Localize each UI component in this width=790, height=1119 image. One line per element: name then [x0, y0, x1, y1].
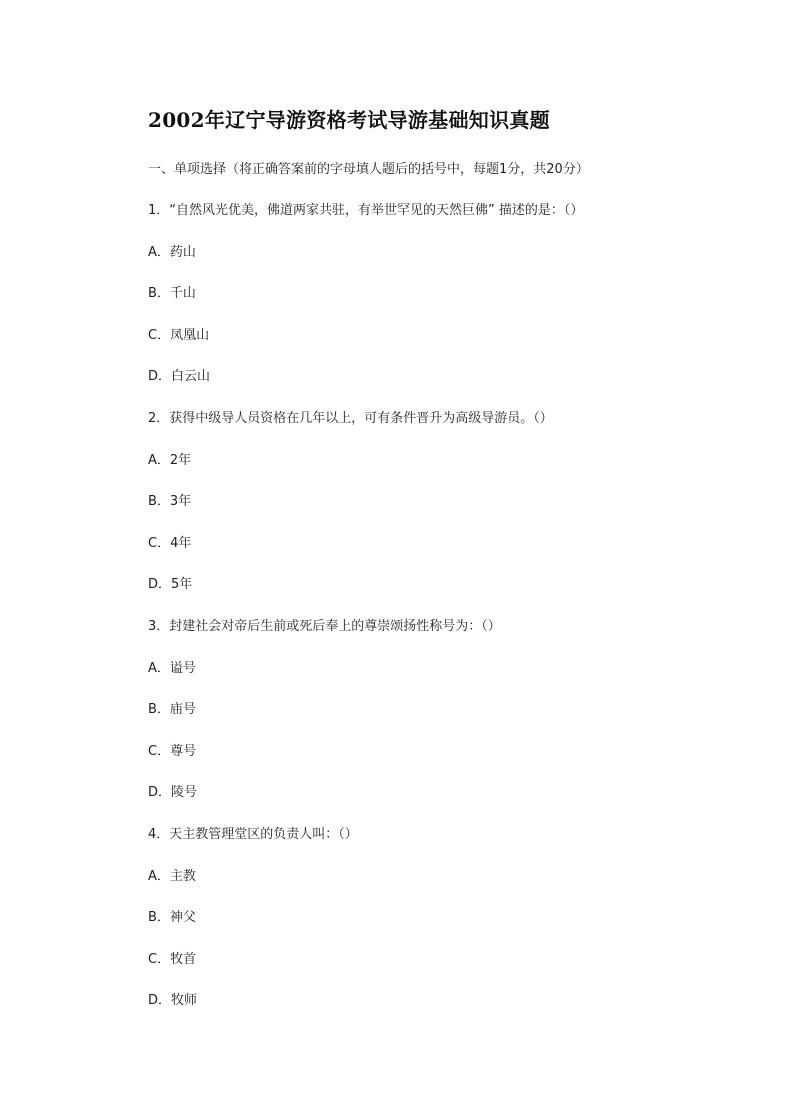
question-4-option-b: B．神父	[148, 910, 196, 925]
question-2-option-c: C．4年	[148, 536, 192, 551]
question-1-stem: 1．“自然风光优美，佛道两家共驻，有举世罕见的天然巨佛” 描述的是：（）	[148, 203, 584, 218]
question-2-option-a: A．2年	[148, 453, 192, 468]
section-heading: 一、单项选择（将正确答案前的字母填人题后的括号中，每题1分，共20分）	[148, 162, 589, 177]
question-3-option-a: A．谥号	[148, 661, 196, 676]
question-4-option-d: D．牧师	[148, 993, 198, 1008]
question-1-option-c: C．凤凰山	[148, 328, 210, 343]
question-3-option-c: C．尊号	[148, 744, 197, 759]
question-3-option-d: D．陵号	[148, 785, 198, 800]
document-title: 2002年辽宁导游资格考试导游基础知识真题	[148, 108, 550, 132]
question-2-option-d: D．5年	[148, 577, 193, 592]
question-1-option-a: A．药山	[148, 245, 196, 260]
question-1-option-b: B．千山	[148, 286, 196, 301]
question-3-option-b: B．庙号	[148, 702, 196, 717]
question-2-stem: 2．获得中级导人员资格在几年以上，可有条件晋升为高级导游员。（）	[148, 411, 553, 426]
question-3-stem: 3．封建社会对帝后生前或死后奉上的尊崇颂扬性称号为：（）	[148, 619, 501, 634]
question-4-option-a: A．主教	[148, 869, 196, 884]
question-4-option-c: C．牧首	[148, 952, 197, 967]
question-4-stem: 4．天主教管理堂区的负责人叫：（）	[148, 827, 358, 842]
question-2-option-b: B．3年	[148, 494, 192, 509]
question-1-option-d: D．白云山	[148, 369, 211, 384]
